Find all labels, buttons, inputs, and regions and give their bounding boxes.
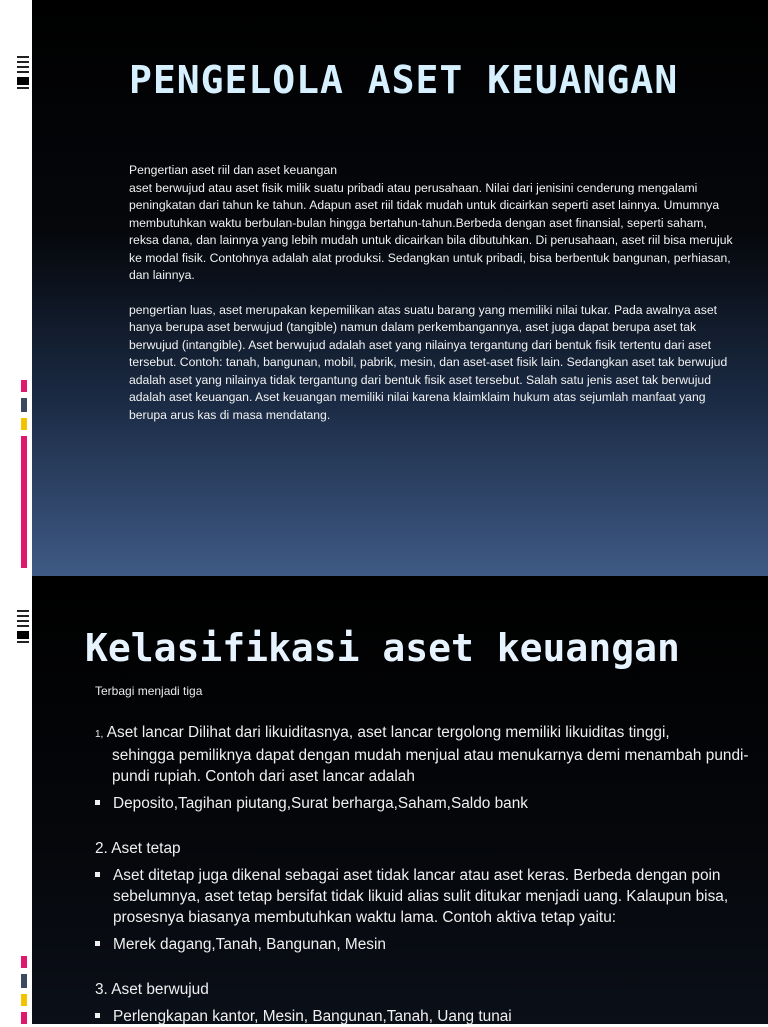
color-stripe-icon — [21, 956, 27, 1024]
list-item-3-title: 3. Aset berwujud — [95, 981, 209, 998]
list-item-1-number: 1, — [95, 729, 104, 740]
paragraph-1: aset berwujud atau aset fisik milik suatu pribadi atau perusahaan. Nilai dari jenisini cenderung mengalami peningkatan dari tahun ke tahun. Adapun aset riil tidak mudah untuk dicairkan seperti aset lainnya. Umumnya membutuhkan waktu berbulan-bulan hingga bertahun-tahun.Berbeda dengan aset finansial, seperti saham, reksa dana, dan lainnya yang lebih mudah untuk dicairkan bila dibutuhkan. Di perusahaan, aset riil bisa merujuk ke modal fisik. Contohnya adalah alat produksi. Sedangkan untuk pribadi, bisa berbentuk bangunan, perhiasan, dan lainnya. — [129, 180, 733, 282]
slide-1-title: PENGELOLA ASET KEUANGAN — [129, 58, 679, 102]
list-bullet: Perlengkapan kantor, Mesin, Bangunan,Tanah, Uang tunai — [95, 1006, 760, 1027]
list-bullet: Deposito,Tagihan piutang,Surat berharga,Saham,Saldo bank — [95, 793, 760, 814]
stacked-lines-icon — [17, 604, 31, 646]
list-bullet: Aset ditetap juga dikenal sebagai aset tidak lancar atau aset keras. Berbeda dengan poin sebelumnya, aset tetap bersifat tidak likuid alias sulit ditukar menjadi uang. Kalaupun bisa, prosesnya biasanya membutuhkan waktu lama. Contoh aktiva tetap yaitu: — [95, 865, 760, 928]
list-bullet: Merek dagang,Tanah, Bangunan, Mesin — [95, 934, 760, 955]
color-stripe-icon — [21, 380, 27, 568]
list-item-2-title: 2. Aset tetap — [95, 840, 181, 857]
slide-2-subtitle: Terbagi menjadi tiga — [95, 684, 203, 698]
slide-2-list — [95, 722, 760, 1027]
list-item-1-continued: sehingga pemiliknya dapat dengan mudah menjual atau menukarnya demi menambah pundi-pundi rupiah. Contoh dari aset lancar adalah — [112, 747, 749, 785]
list-item-1-text: Aset lancar Dilihat dari likuiditasnya, aset lancar tergolong memiliki likuiditas tinggi, — [103, 724, 670, 741]
slide-2-title: Kelasifikasi aset keuangan — [85, 626, 680, 670]
paragraph-1-heading: Pengertian aset riil dan aset keuangan — [129, 163, 338, 177]
paragraph-2: pengertian luas, aset merupakan kepemilikan atas suatu barang yang memiliki nilai tukar. Pada awalnya aset hanya berupa aset berwujud (tangible) namun dalam perkembangannya, aset juga dapat berupa aset tak berwujud (intangible). Aset berwujud adalah aset yang nilainya tergantung dari bentuk fisik tertentu dari aset tersebut. Contoh: tanah, bangunan, mobil, pabrik, mesin, dan aset-aset fisik lain. Sedangkan aset tak berwujud adalah aset yang nilainya tidak tergantung dari bentuk fisik aset tersebut. Salah satu jenis aset tak berwujud adalah aset keuangan. Aset keuangan memiliki nilai karena klaimklaim hukum atas sejumlah manfaat yang berupa arus kas di masa mendatang. — [129, 302, 728, 422]
list-item-1 — [95, 722, 760, 745]
stacked-lines-icon — [17, 50, 31, 92]
slide-1-body — [129, 162, 739, 424]
